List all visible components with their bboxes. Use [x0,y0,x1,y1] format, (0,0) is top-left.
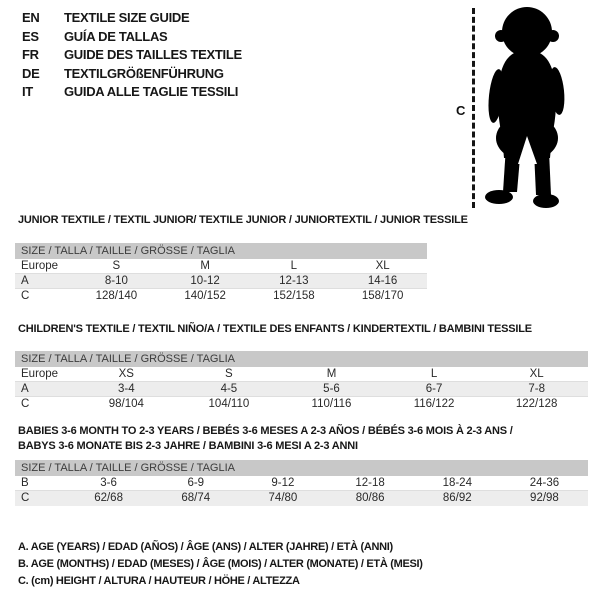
height-measure-line [472,8,475,208]
junior-section-title: JUNIOR TEXTILE / TEXTIL JUNIOR/ TEXTILE JUNIOR / JUNIORTEXTIL / JUNIOR TESSILE [18,214,468,226]
age-cell: 9-12 [271,477,295,489]
table-row-age [15,274,427,289]
size-cell: L [290,260,298,272]
guide-title-fr: GUIDE DES TAILLES TEXTILE [64,47,242,62]
table-row-europe [15,367,588,382]
language-row-it [22,83,242,102]
row-label: C [21,492,30,504]
baby-silhouette-icon [484,6,572,210]
babies-section-title-line1: BABIES 3-6 MONTH TO 2-3 YEARS / BEBÉS 3-6 MESES A 2-3 AÑOS / BÉBÉS 3-6 MOIS À 2-3 ANS / [18,425,513,437]
size-header-bar: SIZE / TALLA / TAILLE / GRÖSSE / TAGLIA [15,243,427,259]
footnote-age-years: A. AGE (YEARS) / EDAD (AÑOS) / ÂGE (ANS) / ALTER (JAHRE) / ETÀ (ANNI) [18,541,393,553]
size-cell: M [326,368,337,380]
baby-figure [452,4,577,210]
language-code: EN [22,10,40,25]
height-cell: 128/140 [95,290,138,302]
age-cell: 4-5 [220,383,238,395]
height-cell: 80/86 [355,492,385,504]
size-cell: XL [375,260,390,272]
childrens-textile-section [15,322,588,412]
language-code: IT [22,84,33,99]
height-cell: 104/110 [208,398,250,410]
height-cell: 74/80 [268,492,298,504]
height-cell: 116/122 [413,398,455,410]
size-header-bar: SIZE / TALLA / TAILLE / GRÖSSE / TAGLIA [15,460,588,476]
table-row-height [15,397,588,412]
age-cell: 6-7 [425,383,443,395]
height-cell: 158/170 [361,290,404,302]
age-cell: 12-13 [279,275,309,287]
height-cell: 98/104 [108,398,144,410]
table-row-europe [15,259,427,274]
guide-title-es: GUÍA DE TALLAS [64,28,168,44]
babies-section-title-line2: BABYS 3-6 MONATE BIS 2-3 JAHRE / BAMBINI 3-6 MESI A 2-3 ANNI [18,440,358,452]
size-cell: S [112,260,121,272]
row-label: B [21,477,29,489]
language-row-es [22,28,242,47]
size-cell: L [430,368,438,380]
age-cell: 3-4 [117,383,135,395]
size-cell: XS [118,368,134,380]
age-cell: 5-6 [323,383,340,395]
row-label: A [21,383,29,395]
height-cell: 122/128 [515,398,558,410]
language-row-en [22,9,242,28]
table-row-age-months [15,476,588,491]
size-header-bar: SIZE / TALLA / TAILLE / GRÖSSE / TAGLIA [15,351,588,367]
language-code: FR [22,47,39,62]
age-cell: 12-18 [355,477,385,489]
height-cell: 152/158 [273,290,315,302]
language-title-list [22,9,242,102]
age-cell: 14-16 [367,275,398,287]
row-label: A [21,275,29,287]
age-cell: 10-12 [190,275,220,287]
footnote-age-months: B. AGE (MONTHS) / EDAD (MESES) / ÂGE (MOIS) / ALTER (MONATE) / ETÀ (MESI) [18,558,423,570]
size-cell: XL [529,368,544,380]
age-cell: 7-8 [528,383,545,395]
height-cell: 110/116 [311,398,352,410]
row-label: C [21,290,30,302]
footnote-height: C. (cm) HEIGHT / ALTURA / HAUTEUR / HÖHE / ALTEZZA [18,575,300,587]
row-label: C [21,398,30,410]
legend-footnotes [18,539,423,590]
height-cell: 92/98 [530,492,559,504]
junior-textile-section [15,213,468,304]
height-cell: 68/74 [181,492,211,504]
height-cell: 62/68 [94,492,123,504]
language-code: ES [22,28,39,44]
language-code: DE [22,65,40,81]
age-cell: 8-10 [104,275,128,287]
babies-size-table [15,460,588,506]
row-label: Europe [21,368,59,380]
height-cell: 140/152 [184,290,226,302]
height-cell: 86/92 [442,492,472,504]
language-row-fr [22,46,242,65]
table-row-height [15,289,427,304]
age-cell: 3-6 [100,477,117,489]
age-cell: 24-36 [529,477,560,489]
junior-size-table [15,243,427,304]
age-cell: 6-9 [187,477,205,489]
guide-title-it: GUIDA ALLE TAGLIE TESSILI [64,84,239,99]
size-cell: M [200,260,210,272]
height-measure-label: C [456,103,466,118]
size-cell: S [225,368,233,380]
row-label: Europe [21,260,59,272]
babies-textile-section [15,424,588,506]
table-row-height [15,491,588,506]
childrens-size-table [15,351,588,412]
guide-title-de: TEXTILGRÖßENFÜHRUNG [64,65,224,81]
table-row-age [15,382,588,397]
age-cell: 18-24 [442,477,472,489]
childrens-section-title: CHILDREN'S TEXTILE / TEXTIL NIÑO/A / TEXTILE DES ENFANTS / KINDERTEXTIL / BAMBINI TESSILE [18,323,532,335]
language-row-de [22,65,242,84]
guide-title-en: TEXTILE SIZE GUIDE [64,10,190,25]
